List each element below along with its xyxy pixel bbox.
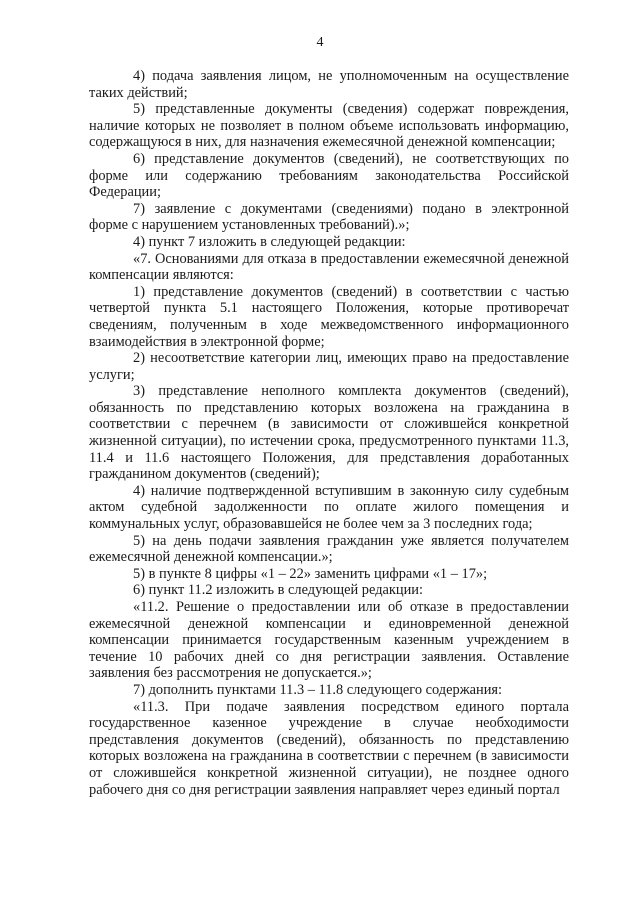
paragraph: 7) заявление с документами (сведениями) подано в электронной форме с нарушением установленных требований).»; <box>89 200 569 234</box>
paragraph: 5) на день подачи заявления гражданин уже является получателем ежемесячной денежной компенсации.»; <box>89 532 569 566</box>
paragraph: 4) подача заявления лицом, не уполномоченным на осуществление таких действий; <box>89 68 569 101</box>
paragraph: 5) представленные документы (сведения) содержат повреждения, наличие которых не позволяет в полном объеме использовать информацию, содержащуюся в них, для назначения ежемесячной денежной компенсации; <box>89 101 569 151</box>
page-number: 4 <box>316 35 324 50</box>
paragraph: 6) представление документов (сведений), не соответствующих по форме или содержанию требованиям законодательства Российской Федерации; <box>89 150 569 201</box>
paragraph: «11.3. При подаче заявления посредством единого портала государственное казенное учреждение в случае необходимости представления документов (сведений), обязанность по представлению которых возложена на гражданина в соответствии с перечнем (в зависимости от сложившейся конкретной жизненной ситуации), не позднее одного рабочего дня со дня регистрации заявления направляет через единый портал <box>89 698 569 798</box>
paragraph: 7) дополнить пунктами 11.3 – 11.8 следующего содержания: <box>133 681 503 698</box>
paragraph: «7. Основаниями для отказа в предоставлении ежемесячной денежной компенсации являются: <box>89 250 569 284</box>
document-body <box>89 68 569 798</box>
paragraph: 1) представление документов (сведений) в соответствии с частью четвертой пункта 5.1 настоящего Положения, которые противоречат сведениям, полученным в ходе межведомственного информационного взаимодействия в электронной форме; <box>89 283 569 350</box>
paragraph: 5) в пункте 8 цифры «1 – 22» заменить цифрами «1 – 17»; <box>133 565 488 582</box>
paragraph: «11.2. Решение о предоставлении или об отказе в предоставлении ежемесячной денежной компенсации и единовременной денежной компенсации принимается государственным казенным учреждением в течение 10 рабочих дней со дня регистрации заявления. Оставление заявления без рассмотрения не допускается.»; <box>89 599 569 682</box>
paragraph: 6) пункт 11.2 изложить в следующей редакции: <box>133 582 424 599</box>
paragraph: 2) несоответствие категории лиц, имеющих право на предоставление услуги; <box>89 350 569 383</box>
paragraph: 4) наличие подтвержденной вступившим в законную силу судебным актом судебной задолженности по оплате жилого помещения и коммунальных услуг, образовавшейся не более чем за 3 последних года; <box>89 482 569 533</box>
paragraph: 3) представление неполного комплекта документов (сведений), обязанность по представлению которых возложена на гражданина в соответствии с перечнем (в зависимости от сложившейся конкретной жизненной ситуации), по истечении срока, предусмотренного пунктами 11.3, 11.4 и 11.6 настоящего Положения, для представления доработанных гражданином документов (сведений); <box>89 383 569 483</box>
paragraph: 4) пункт 7 изложить в следующей редакции: <box>133 233 406 250</box>
